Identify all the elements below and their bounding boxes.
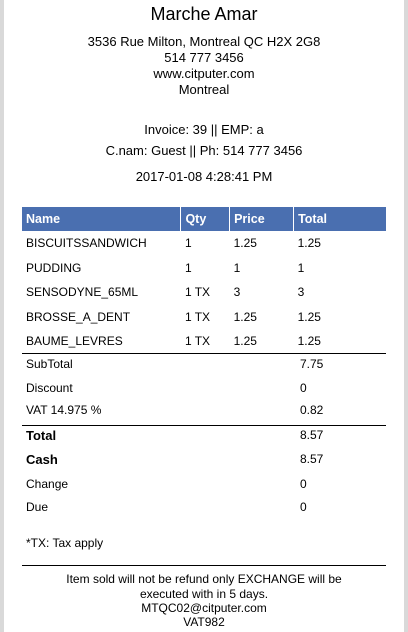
item-total: 1.25 [297, 309, 321, 324]
cash-row [26, 452, 386, 470]
item-name: BAUME_LEVRES [26, 334, 123, 349]
invoice-line: Invoice: 39 || EMP: a [144, 122, 264, 137]
invoice-datetime: 2017-01-08 4:28:41 PM [135, 169, 273, 184]
item-total: 3 [297, 285, 305, 300]
item-total: 1 [297, 260, 305, 275]
due-value: 0 [300, 500, 307, 514]
discount-label: Discount [26, 381, 73, 395]
store-website: www.citputer.com [153, 66, 255, 81]
item-name: SENSODYNE_65ML [26, 285, 139, 300]
item-price: 1.25 [233, 334, 257, 349]
vat-value: 0.82 [300, 403, 324, 417]
header-qty: Qty [181, 207, 230, 231]
items-table [22, 207, 386, 354]
vat-row [26, 403, 386, 421]
items-header-row [22, 207, 386, 231]
change-value: 0 [300, 477, 307, 491]
divider-after-items [22, 353, 386, 354]
item-price: 1 [233, 260, 241, 275]
discount-value: 0 [300, 381, 307, 395]
footer-policy-line1: Item sold will not be refund only EXCHANGE will be [66, 572, 342, 586]
store-address: 3536 Rue Milton, Montreal QC H2X 2G8 [87, 34, 321, 49]
item-name: BISCUITSSANDWICH [26, 236, 147, 251]
subtotal-label: SubTotal [26, 357, 73, 371]
cash-value: 8.57 [300, 452, 324, 466]
item-price: 1.25 [233, 309, 257, 324]
item-total: 1.25 [297, 236, 321, 251]
footer-vat: VAT982 [183, 615, 225, 629]
total-row [26, 428, 386, 446]
item-qty: 1 [184, 236, 192, 251]
header-price: Price [230, 207, 294, 231]
subtotal-row [26, 357, 386, 375]
item-qty: 1 [184, 260, 192, 275]
item-total: 1.25 [297, 334, 321, 349]
item-price: 1.25 [233, 236, 257, 251]
receipt [4, 0, 404, 632]
divider-before-footer [22, 565, 386, 566]
item-price: 3 [233, 285, 241, 300]
table-row [22, 329, 386, 354]
change-label: Change [26, 477, 69, 491]
due-label: Due [26, 500, 49, 514]
customer-line: C.nam: Guest || Ph: 514 777 3456 [105, 143, 303, 158]
vat-label: VAT 14.975 % [26, 403, 102, 417]
table-row [22, 231, 386, 256]
table-row [22, 256, 386, 281]
change-row [26, 477, 386, 495]
item-qty: 1 TX [184, 285, 211, 300]
header-name: Name [22, 207, 181, 231]
total-label: Total [26, 428, 57, 443]
discount-row [26, 381, 386, 399]
item-name: PUDDING [26, 260, 82, 275]
total-value: 8.57 [300, 428, 324, 442]
store-city: Montreal [178, 82, 230, 97]
divider-before-total [22, 425, 386, 426]
header-total: Total [294, 207, 386, 231]
item-qty: 1 TX [184, 309, 211, 324]
tax-note: *TX: Tax apply [26, 536, 104, 550]
cash-label: Cash [26, 452, 58, 467]
table-row [22, 305, 386, 330]
footer-policy-line2: executed with in 5 days. [139, 587, 269, 601]
store-phone: 514 777 3456 [164, 50, 244, 65]
item-qty: 1 TX [184, 334, 211, 349]
store-name: Marche Amar [150, 4, 258, 24]
item-name: BROSSE_A_DENT [26, 309, 131, 324]
table-row [22, 280, 386, 305]
due-row [26, 500, 386, 518]
subtotal-value: 7.75 [300, 357, 324, 371]
footer-email: MTQC02@citputer.com [141, 601, 267, 615]
